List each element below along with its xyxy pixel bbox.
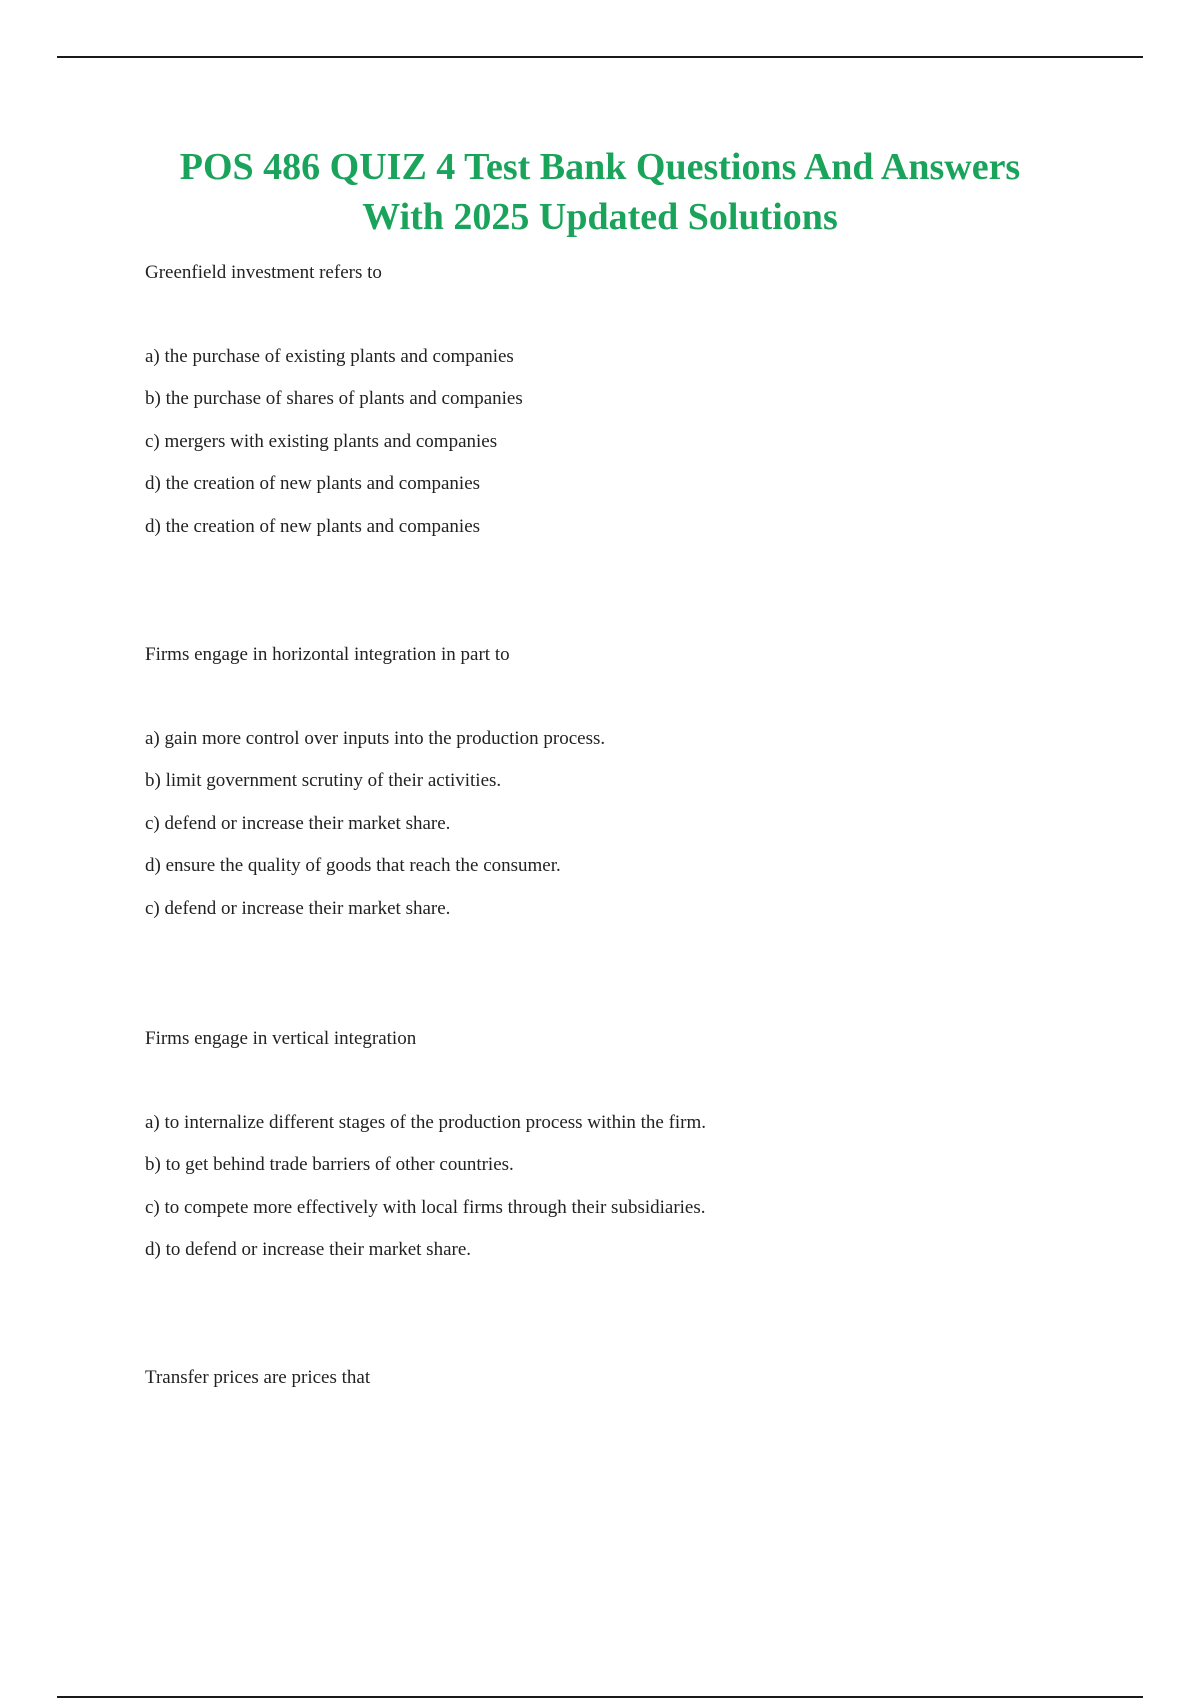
option-b: b) to get behind trade barriers of other countries.	[145, 1154, 514, 1176]
question-text: Transfer prices are prices that	[145, 1367, 371, 1388]
option-c: c) defend or increase their market share.	[145, 812, 451, 834]
question-block-4	[145, 1365, 1105, 1407]
question-block-1	[145, 260, 1105, 556]
question-text: Greenfield investment refers to	[145, 262, 382, 283]
option-d: d) to defend or increase their market share.	[145, 1239, 472, 1261]
option-b: b) the purchase of shares of plants and companies	[145, 388, 523, 410]
header-rule	[57, 56, 1143, 58]
answer-text: d) the creation of new plants and companies	[145, 515, 481, 537]
question-block-3	[145, 1026, 1105, 1280]
title-line-1: POS 486 QUIZ 4 Test Bank Questions And Answers	[179, 146, 1021, 188]
option-b: b) limit government scrutiny of their activities.	[145, 770, 502, 792]
footer-rule	[57, 1696, 1143, 1698]
answer-text: c) defend or increase their market share.	[145, 897, 451, 919]
option-c: c) mergers with existing plants and companies	[145, 430, 498, 452]
question-block-2	[145, 642, 1105, 938]
option-d: d) the creation of new plants and companies	[145, 473, 481, 495]
option-a: a) the purchase of existing plants and companies	[145, 346, 514, 367]
option-c: c) to compete more effectively with local firms through their subsidiaries.	[145, 1196, 706, 1218]
question-text: Firms engage in horizontal integration in part to	[145, 644, 510, 665]
option-d: d) ensure the quality of goods that reach the consumer.	[145, 855, 561, 877]
question-text: Firms engage in vertical integration	[145, 1028, 417, 1049]
option-a: a) gain more control over inputs into the production process.	[145, 728, 606, 749]
document-title	[100, 142, 1100, 242]
option-a: a) to internalize different stages of the production process within the firm.	[145, 1112, 707, 1133]
title-line-2: With 2025 Updated Solutions	[362, 196, 838, 238]
